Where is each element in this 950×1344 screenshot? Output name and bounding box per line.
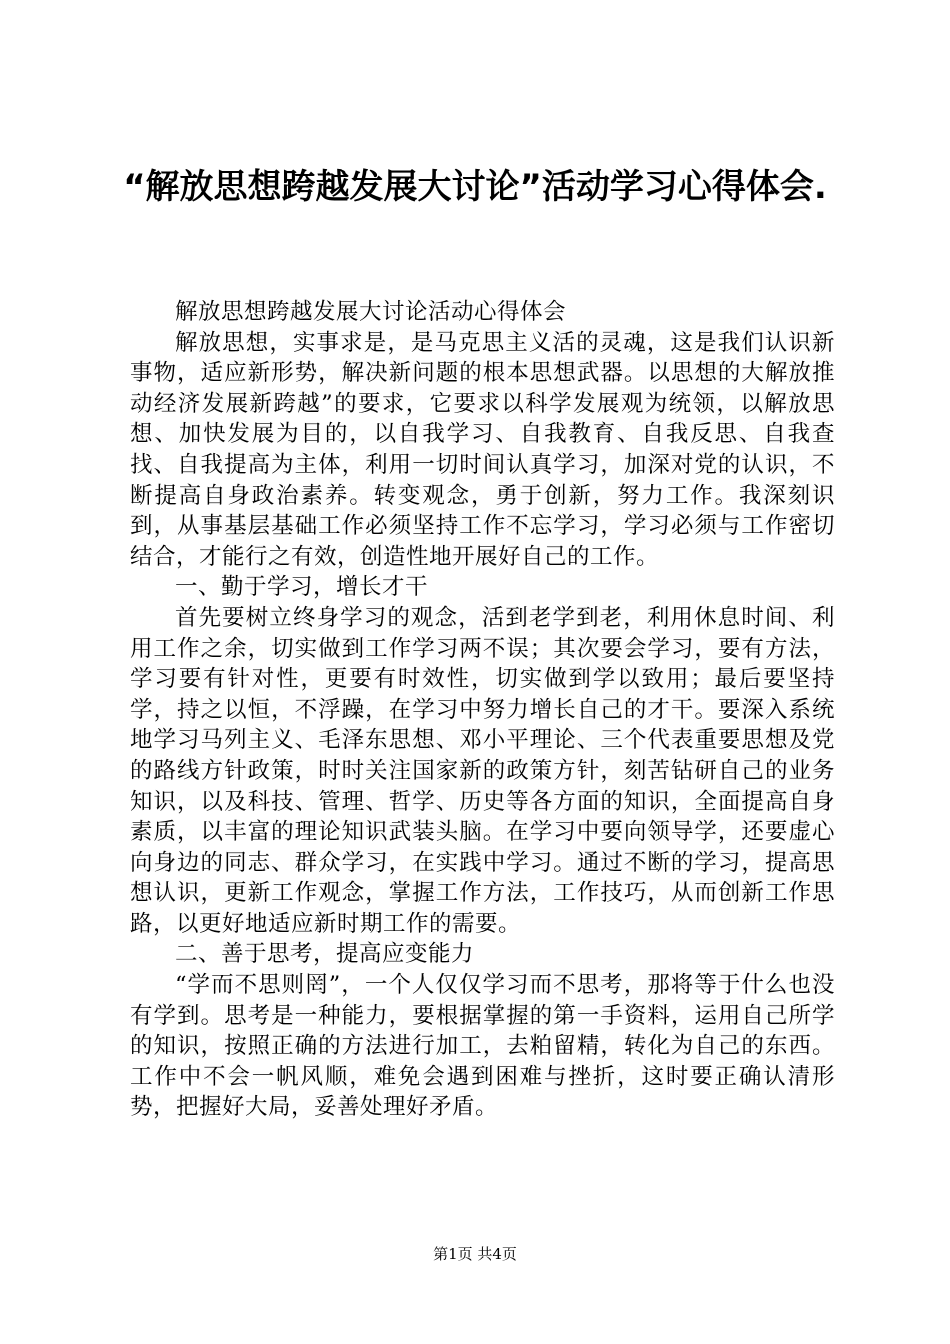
paragraph-section-2: “学而不思则罔”，一个人仅仅学习而不思考，那将等于什么也没有学到。思考是一种能力，要根据掌握的第一手资料，运用自己所学的知识，按照正确的方法进行加工，去粕留精，转化为自己的东西。工作中不会一帆风顺，难免会遇到困难与挫折，这时要正确认清形势，把握好大局，妥善处理好矛盾。 <box>130 972 835 1121</box>
page-indicator: 第1页 共4页 <box>433 1245 517 1263</box>
paragraph-subtitle: 解放思想跨越发展大讨论活动心得体会 <box>175 299 567 325</box>
section-heading-2: 二、善于思考，提高应变能力 <box>175 941 475 968</box>
document-title: “解放思想跨越发展大讨论”活动学习心得体会. <box>123 167 827 207</box>
page-footer <box>0 1244 950 1264</box>
paragraph-intro: 解放思想，实事求是，是马克思主义活的灵魂，这是我们认识新事物，适应新形势，解决新问题的根本思想武器。以思想的大解放推动经济发展新跨越”的要求，它要求以科学发展观为统领，以解放思想、加快发展为目的，以自我学习、自我教育、自我反思、自我查找、自我提高为主体，利用一切时间认真学习，加深对党的认识，不断提高自身政治素养。转变观念，勇于创新，努力工作。我深刻识到，从事基层基础工作必须坚持工作不忘学习，学习必须与工作密切结合，才能行之有效，创造性地开展好自己的工作。 <box>130 329 835 570</box>
paragraph-section-1: 首先要树立终身学习的观念，活到老学到老，利用休息时间、利用工作之余，切实做到工作学习两不误；其次要会学习，要有方法，学习要有针对性，更要有时效性，切实做到学以致用；最后要坚持学，持之以恒，不浮躁，在学习中努力增长自己的才干。要深入系统地学习马列主义、毛泽东思想、邓小平理论、三个代表重要思想及党的路线方针政策，时时关注国家新的政策方针，刻苦钻研自己的业务知识，以及科技、管理、哲学、历史等各方面的知识，全面提高自身素质，以丰富的理论知识武装头脑。在学习中要向领导学，还要虚心向身边的同志、群众学习，在实践中学习。通过不断的学习，提高思想认识，更新工作观念，掌握工作方法，工作技巧，从而创新工作思路，以更好地适应新时期工作的需要。 <box>130 604 835 937</box>
section-heading-1: 一、勤于学习，增长才干 <box>175 574 429 601</box>
document-body <box>130 297 835 1123</box>
